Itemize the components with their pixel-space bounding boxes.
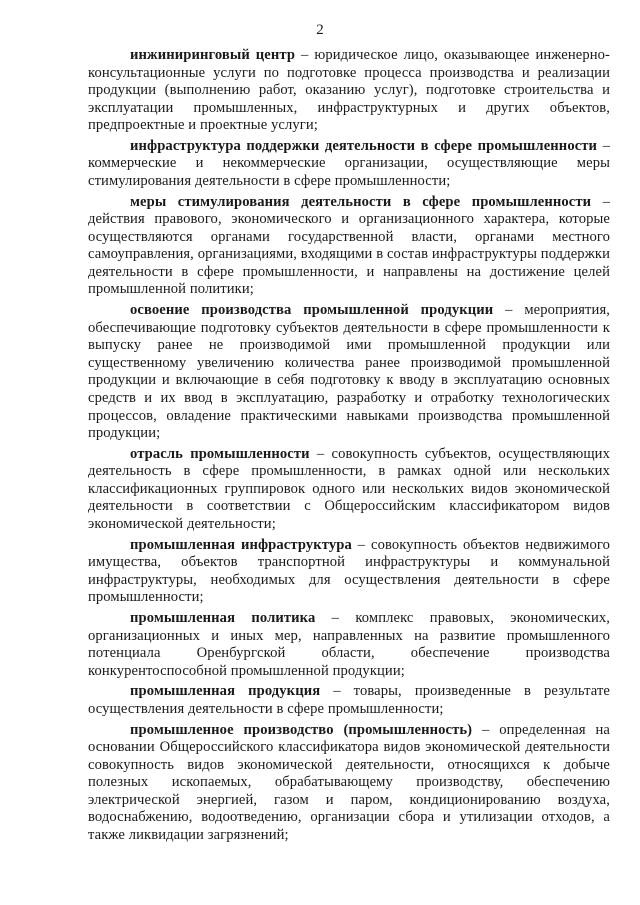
definition-paragraph xyxy=(88,722,610,845)
definition-paragraph xyxy=(88,683,610,718)
definition-text: – юридическое лицо, оказывающее инженерно-консультационные услуги по подготовке процесса производства и реализации продукции (выполнению работ, оказанию услуг), подготовке строительства и эксплуатации промышленных, инфраструктурных и других объектов, предпроектные и проектные услуги; xyxy=(88,47,610,134)
definition-term: промышленная продукция xyxy=(130,683,321,700)
definition-text: – определенная на основании Общероссийского классификатора видов экономической деятельности совокупность видов экономической деятельности, относящихся к добыче полезных ископаемых, обрабатывающему производству, обеспечению электрической энергией, газом и паром, кондиционированию воздуха, водоснабжению, водоотведению, организации сбора и утилизации отходов, а также ликвидации загрязнений; xyxy=(88,721,610,844)
definition-term: освоение производства промышленной продукции xyxy=(130,302,494,319)
page-number: 2 xyxy=(316,22,324,38)
definition-paragraph xyxy=(88,138,610,191)
definition-text: – комплекс правовых, экономических, организационных и иных мер, направленных на развитие промышленного потенциала Оренбургской области, обеспечение производства конкурентоспособной промышленной продукции; xyxy=(88,610,610,679)
definition-text: – товары, произведенные в результате осуществления деятельности в сфере промышленности; xyxy=(88,683,610,717)
definition-term: промышленная политика xyxy=(130,610,316,627)
definition-term: промышленная инфраструктура xyxy=(130,536,352,553)
definition-text: – действия правового, экономического и организационного характера, которые осуществляются органами государственной власти, органами местного самоуправления, организациями, входящими в состав инфраструктуры поддержки деятельности в сфере промышленности, и направлены на достижение целей промышленной политики; xyxy=(88,193,610,298)
document-body xyxy=(88,47,610,848)
definition-term: инжиниринговый центр xyxy=(130,47,296,63)
definition-term: меры стимулирования деятельности в сфере промышленности xyxy=(130,193,592,210)
definition-paragraph xyxy=(88,302,610,442)
definition-term: промышленное производство (промышленность) xyxy=(130,721,473,738)
definition-text: – коммерческие и некоммерческие организации, осуществляющие меры стимулирования деятельности в сфере промышленности; xyxy=(88,137,610,190)
definition-text: – совокупность субъектов, осуществляющих деятельность в сфере промышленности, в рамках одной или нескольких классификационных группировок одного или нескольких видов экономической деятельности в соответствии с Общероссийским классификатором видов экономической деятельности; xyxy=(88,445,610,532)
definition-term: отрасль промышленности xyxy=(130,445,310,462)
definition-paragraph xyxy=(88,446,610,534)
definition-paragraph xyxy=(88,194,610,299)
definition-text: – мероприятия, обеспечивающие подготовку субъектов деятельности в сфере промышленности к выпуску ранее не производимой ими промышленной продукции или существенному увеличению количества ранее производимой промышленной продукции и включающие в себя подготовку к вводу в эксплуатацию основных средств и их ввод в эксплуатацию, разработку и отработку технологических процессов, овладение практическими навыками производства промышленной продукции; xyxy=(88,302,610,442)
definition-text: – совокупность объектов недвижимого имущества, объектов транспортной инфраструктуры и коммунальной инфраструктуры, необходимых для осуществления деятельности в сфере промышленности; xyxy=(88,536,610,606)
definition-paragraph xyxy=(88,610,610,680)
definition-paragraph xyxy=(88,47,610,135)
definition-term: инфраструктура поддержки деятельности в сфере промышленности xyxy=(130,137,598,154)
definition-paragraph xyxy=(88,537,610,607)
